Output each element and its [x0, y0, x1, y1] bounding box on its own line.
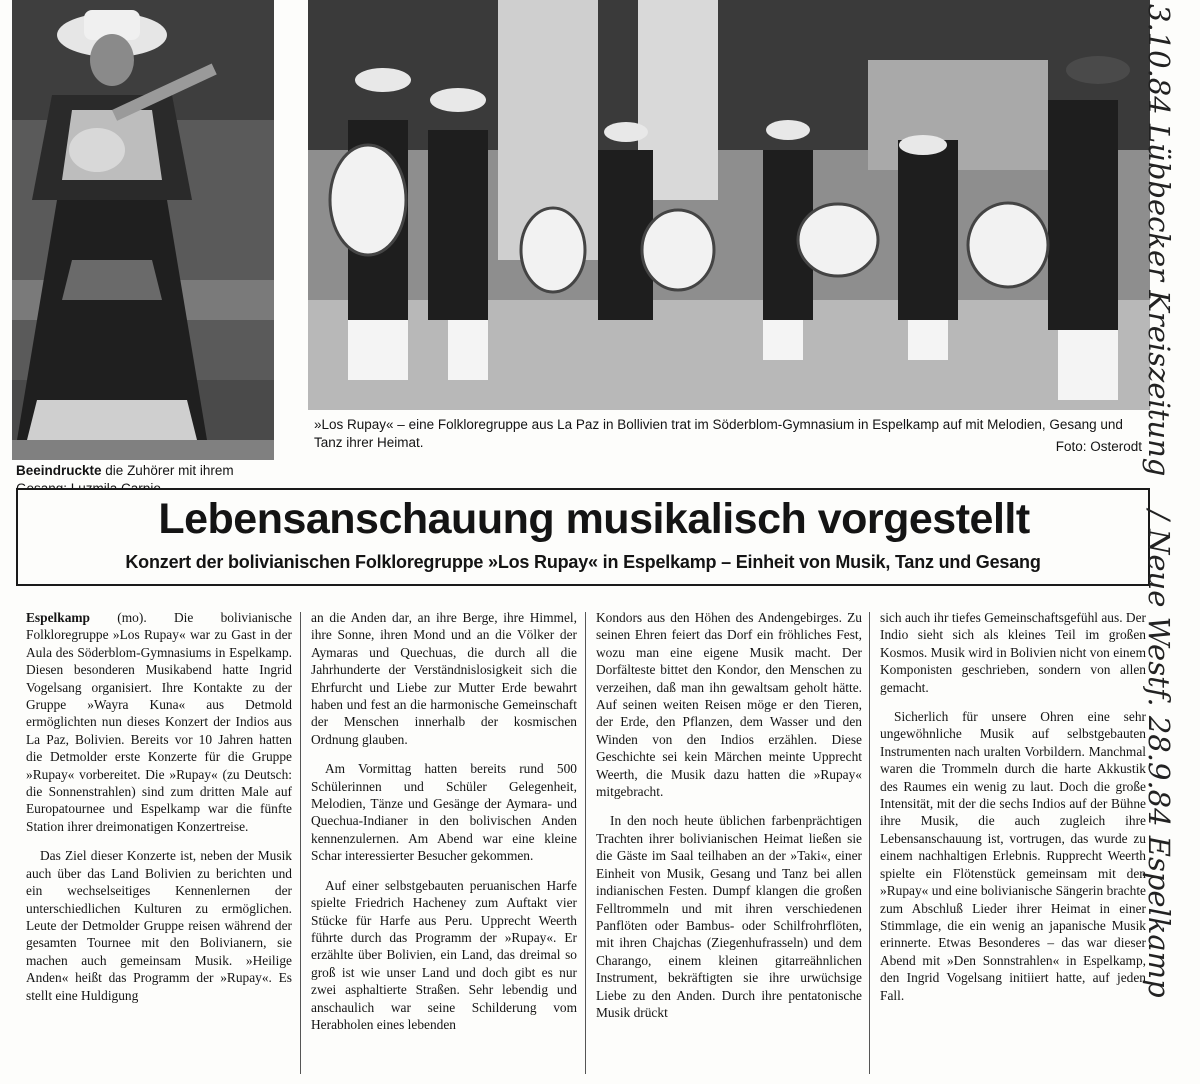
photo-singer [12, 0, 274, 460]
article-paragraph: In den noch heute üblichen farbenprächtigen Trachten ihrer bolivianischen Heimat ließen sie die Gäste im Saal teilhaben an der »Taki«, einer Einheit von Musik, Gesang und Tanz bei allen indianischen Festen. Dumpf klangen die großen Felltrommeln und mit ihren verschiedenen Panflöten oder Bambus- oder Schilfrohrflöten, mit ihren Chajchas (Ziegenhufrasseln) und dem Charango, einem kleinen gitarreähnlichen Instrument, bekräftigten sie ihre urwüchsige Liebe zu den Anden. Durch ihre pentatonische Musik drückt [596, 813, 862, 1020]
caption-text: die Zuhörer mit ihrem [105, 463, 234, 478]
handwritten-source-top: 3.10.84 Lübbecker Kreiszeitung [1142, 4, 1176, 477]
photo-group-image [308, 0, 1150, 410]
column-divider [300, 612, 301, 1074]
article-paragraph: an die Anden dar, an ihre Berge, ihre Himmel, ihre Sonne, ihren Mond und an die Völker der Aymaras und Quechuas, die durch all die Jahrhunderte der Verständnislosigkeit sich die Ehrfurcht und Liebe zur Mutter Erde bewahrt haben und fest an die harmonische Gemeinschaft der Menschen innerhalb der kosmischen Ordnung glauben. [311, 610, 577, 747]
caption-text: »Los Rupay« – eine Folkloregruppe aus La Paz in Bollivien trat im Söderblom-Gymnasium in Espelkamp auf mit Melodien, Gesang und Tanz ihrer Heimat. [314, 417, 1123, 450]
column-divider [585, 612, 586, 1074]
article-paragraph: Am Vormittag hatten bereits rund 500 Schülerinnen und Schüler Gelegenheit, Melodien, Tänze und Gesänge der Aymara- und Quechua-Indianer in den bolivischen Anden kennenzulernen. Am Abend war eine kleine Schar interessierter Besucher gekommen. [311, 761, 577, 864]
article-column-1 [26, 609, 292, 1016]
article-paragraph: Auf einer selbstgebauten peruanischen Harfe spielte Friedrich Hacheney zum Auftakt vier Stücke für Harfe aus Peru. Upprecht Weerth führte durch das Programm der »Rupay«. Er erzählte über Bolivien, ein Land, das dreimal so groß ist wie unser Land und doch gibt es nur zwei asphaltierte Straßen. Sehr lebendig und anschaulich war seine Schilderung vom Herabholen eines lebenden [311, 877, 577, 1032]
caption-bold-lead: Beeindruckte [16, 463, 102, 478]
handwritten-source-bottom: / Neue Westf. 28.9.84 Espelkamp [1142, 510, 1176, 998]
dateline: Espelkamp [26, 610, 90, 625]
article-paragraph [26, 609, 292, 835]
column-divider [869, 612, 870, 1074]
photo-caption-group [314, 416, 1144, 452]
article-column-3 [596, 609, 862, 1033]
article-paragraph: Sicherlich für unsere Ohren eine sehr ungewöhnliche Musik auf selbstgebauten Instrumenten nach uralten Vorbildern. Manchmal waren die Trommeln durch die harte Akkustik des Raumes ein wenig zu laut. Doch die große Intensität, mit der die sechs Indios auf der Bühne ihre Musik, die auch zugleich ihre Lebensanschauung ist, vortrugen, das wurde zu einem nachhaltigen Erlebnis. Rupprecht Weerth spielte ein Flötenstück gemeinsam mit den »Rupay« und eine bolivianische Sängerin brachte zum Abschluß Lieder ihrer Heimat in einer Stimmlage, die ein wenig an japanische Musik erinnerte. Etwas Besonderes – das war dieser Abend mit »Den Sonnstrahlen« in Espelkamp, den Ingrid Vogelsang initiiert hatte, auf jeden Fall. [880, 709, 1146, 1003]
photo-singer-image [12, 0, 274, 460]
headline-box [16, 488, 1150, 586]
photo-credit: Foto: Osterodt [1055, 439, 1142, 454]
paragraph-text: (mo). Die bolivianische Folkloregruppe »Los Rupay« war zu Gast in der Aula des Söderblom-Gymnasiums in Espelkamp. Diesen besonderen Musikabend hatte Ingrid Vogelsang organisiert. Ihre Kontakte zu der Gruppe »Wayra Kuna« aus Detmold ermöglichten nun dieses Konzert der Indios aus La Paz, Bolivien. Bereits vor 10 Jahren hatten die Detmolder erste Konzerte für die Gruppe »Rupay« vorbereitet. Die »Rupay« (zu Deutsch: die Sonnenstrahlen) sind zum dritten Male auf Europatournee und Espelkamp war die fünfte Station ihrer dreimonatigen Konzertreise. [26, 610, 292, 834]
subheadline: Konzert der bolivianischen Folkloregruppe »Los Rupay« in Espelkamp – Einheit von Musik, Tanz und Gesang [125, 552, 1041, 572]
handwritten-annotation [1140, 0, 1200, 1084]
photo-group-rupay [308, 0, 1150, 410]
article-column-4 [880, 609, 1146, 1016]
article-paragraph: sich auch ihr tiefes Gemeinschaftsgefühl aus. Der Indio sieht sich als kleines Teil im großen Kosmos. Musik wird in Bolivien nicht von einem Komponisten geschrieben, sondern von allen gemacht. [880, 610, 1146, 695]
article-paragraph: Das Ziel dieser Konzerte ist, neben der Musik auch über das Land Bolivien zu berichten und ein wechselseitiges Kennenlernen der unterschiedlichen Kulturen zu ermöglichen. Leute der Detmolder Gruppe reisen während der gesamten Tournee mit den Bolivianern, sie machen auch gemeinsam Musik. »Heilige Anden« heißt das Programm der »Rupay«. Es stellt eine Huldigung [26, 848, 292, 1003]
headline: Lebensanschauung musikalisch vorgestellt [158, 495, 1030, 543]
article-column-2 [311, 609, 577, 1045]
article-paragraph: Kondors aus den Höhen des Andengebirges. Zu seinen Ehren feiert das Dorf ein fröhliches Fest, wozu man eine eigene Musik macht. Der Dorfälteste bittet den Kondor, den Menschen zu verzeihen, daß man ihn gewaltsam geholt hätte. Auf seinen weiten Reisen möge er den Tieren, der Erde, den Pflanzen, dem Wasser und den Winden von den Indios erzählen. Diese Geschichte sei kein Märchen meinte Upprecht Weerth, die Musik dazu hatten die »Rupay« mitgebracht. [596, 610, 862, 800]
